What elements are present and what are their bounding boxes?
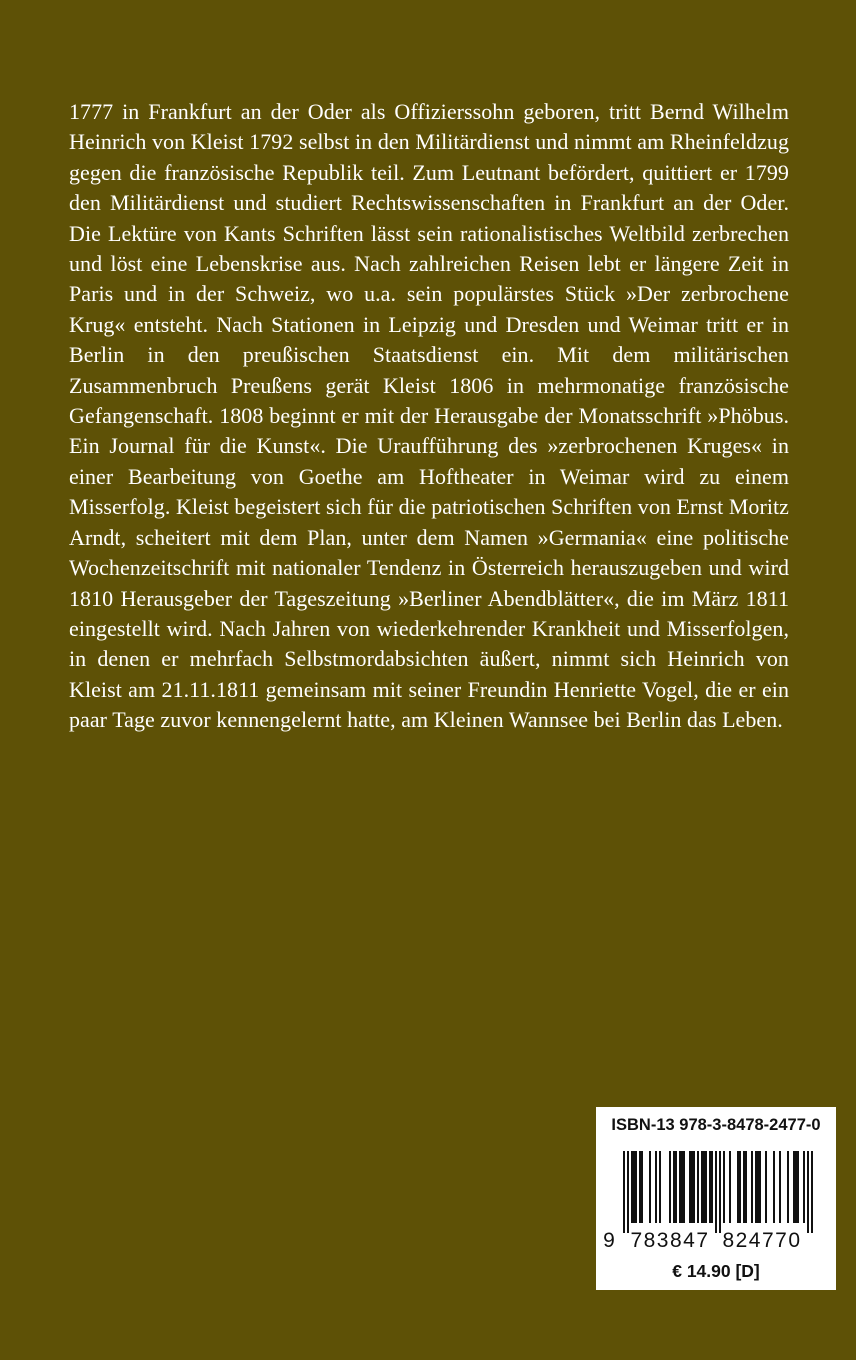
price-label: € 14.90 [D] <box>672 1261 760 1281</box>
ean13-barcode <box>596 1147 836 1255</box>
barcode-guard-bar <box>719 1151 721 1233</box>
barcode-bar <box>681 1151 683 1223</box>
barcode-bar <box>759 1151 761 1223</box>
barcode-bar <box>639 1151 641 1223</box>
barcode-bar <box>709 1151 711 1223</box>
barcode-bar <box>751 1151 753 1223</box>
barcode-bar <box>787 1151 789 1223</box>
barcode-guard-bar <box>811 1151 813 1233</box>
barcode-bar <box>673 1151 675 1223</box>
barcode-guard-bar <box>715 1151 717 1233</box>
barcode-bar <box>683 1151 685 1223</box>
barcode-bar <box>703 1151 705 1223</box>
barcode-bar <box>779 1151 781 1223</box>
barcode-bar <box>697 1151 699 1223</box>
barcode-bar <box>701 1151 703 1223</box>
barcode-guard-bar <box>623 1151 625 1233</box>
barcode-bar <box>755 1151 757 1223</box>
barcode-bar <box>737 1151 739 1223</box>
barcode-bar <box>641 1151 643 1223</box>
barcode-bar <box>743 1151 745 1223</box>
barcode-bar <box>729 1151 731 1223</box>
barcode-bar <box>739 1151 741 1223</box>
barcode-bar <box>793 1151 795 1223</box>
barcode-bar <box>797 1151 799 1223</box>
barcode-bar <box>693 1151 695 1223</box>
barcode-bar <box>723 1151 725 1223</box>
barcode-bar <box>795 1151 797 1223</box>
barcode-bar <box>635 1151 637 1223</box>
barcode-bar <box>689 1151 691 1223</box>
barcode-bar <box>765 1151 767 1223</box>
barcode-left-digits: 783847 <box>630 1229 710 1252</box>
barcode-bar <box>745 1151 747 1223</box>
barcode-right-digits: 824770 <box>722 1229 802 1252</box>
barcode-first-digit: 9 <box>603 1229 615 1252</box>
barcode-bar <box>675 1151 677 1223</box>
barcode-bar <box>691 1151 693 1223</box>
isbn-label: ISBN-13 978-3-8478-2477-0 <box>611 1116 821 1134</box>
barcode-guard-bar <box>807 1151 809 1233</box>
barcode-bar <box>711 1151 713 1223</box>
author-biography: 1777 in Frankfurt an der Oder als Offizierssohn geboren, tritt Bernd Wilhelm Heinrich von Kleist 1792 selbst in den Militärdienst und nimmt am Rheinfeldzug gegen die französische Republik teil. Zum Leutnant befördert, quittiert er 1799 den Militärdienst und studiert Rechtswissenschaften in Frankfurt an der Oder. Die Lektüre von Kants Schriften lässt sein rationalistisches Weltbild zerbrechen und löst eine Lebenskrise aus. Nach zahlreichen Reisen lebt er längere Zeit in Paris und in der Schweiz, wo u.a. sein populärstes Stück »Der zerbrochene Krug« entsteht. Nach Stationen in Leipzig und Dresden und Weimar tritt er in Berlin in den preußischen Staatsdienst ein. Mit dem militärischen Zusammenbruch Preußens gerät Kleist 1806 in mehrmonatige französische Gefangenschaft. 1808 beginnt er mit der Herausgabe der Monatsschrift »Phöbus. Ein Journal für die Kunst«. Die Uraufführung des »zerbrochenen Kruges« in einer Bearbeitung von Goethe am Hoftheater in Weimar wird zu einem Misserfolg. Kleist begeistert sich für die patriotischen Schriften von Ernst Moritz Arndt, scheitert mit dem Plan, unter dem Namen »Germania« eine politische Wochenzeitschrift mit nationaler Tendenz in Österreich herauszugeben und wird 1810 Herausgeber der Tageszeitung »Berliner Abendblätter«, die im März 1811 eingestellt wird. Nach Jahren von wiederkehrender Krankheit und Misserfolgen, in denen er mehrfach Selbstmordabsichten äußert, nimmt sich Heinrich von Kleist am 21.11.1811 gemeinsam mit seiner Freundin Henriette Vogel, die er ein paar Tage zuvor kennengelernt hatte, am Kleinen Wannsee bei Berlin das Leben. <box>69 99 789 733</box>
barcode-bar <box>669 1151 671 1223</box>
barcode-bar <box>655 1151 657 1223</box>
barcode-bar <box>773 1151 775 1223</box>
barcode-bar <box>631 1151 633 1223</box>
barcode-bar <box>757 1151 759 1223</box>
barcode-bar <box>679 1151 681 1223</box>
barcode-guard-bar <box>627 1151 629 1233</box>
barcode-bar <box>659 1151 661 1223</box>
barcode-bar <box>633 1151 635 1223</box>
barcode-bar <box>803 1151 805 1223</box>
barcode-bar <box>705 1151 707 1223</box>
barcode-bar <box>649 1151 651 1223</box>
isbn-barcode-box <box>596 1107 836 1290</box>
